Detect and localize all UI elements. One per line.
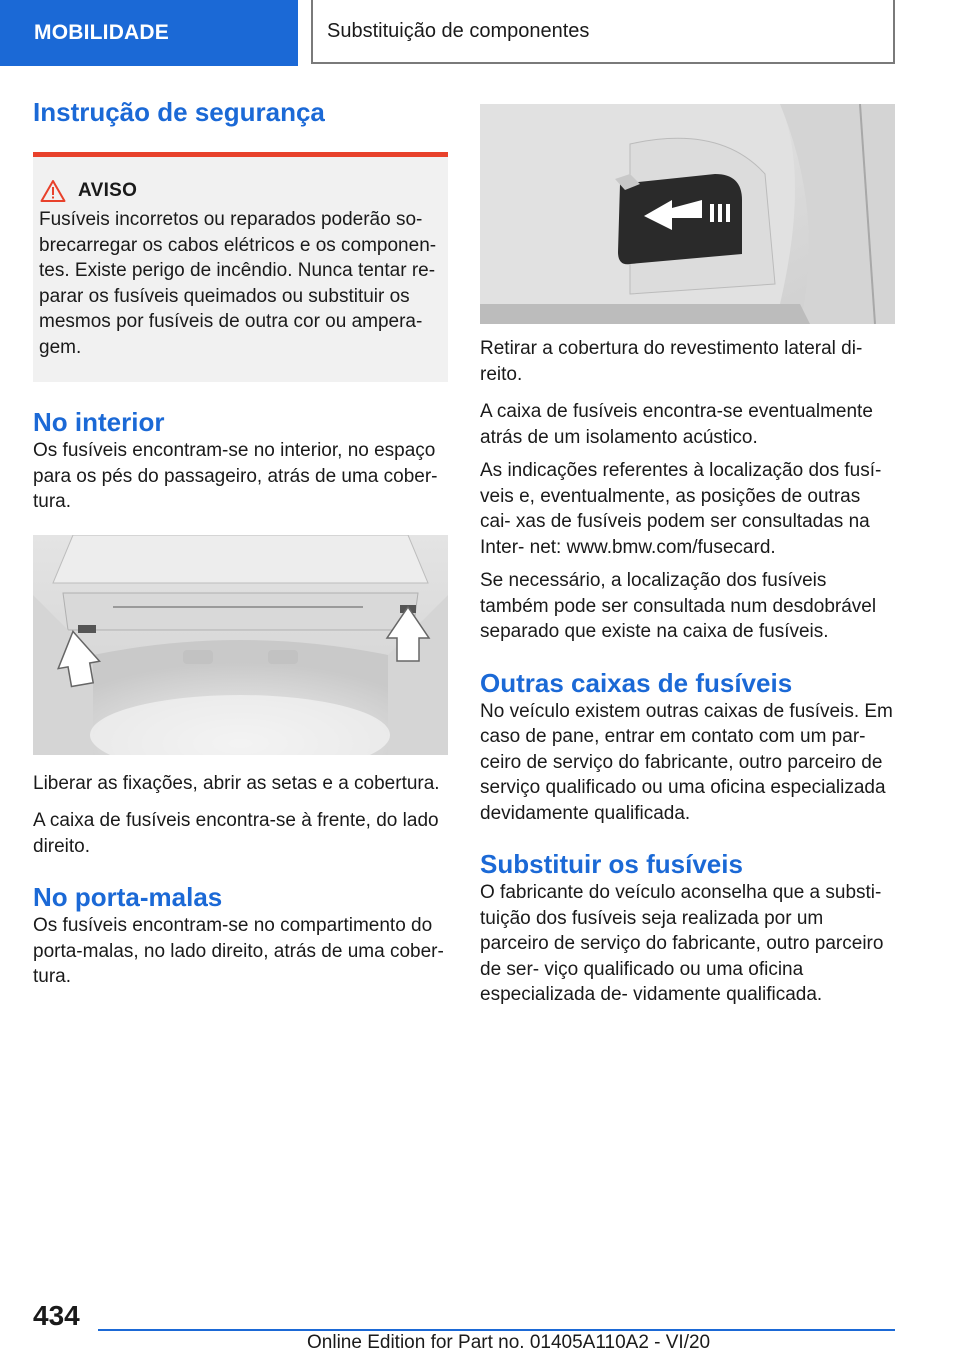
other-boxes-heading: Outras caixas de fusíveis [480,667,793,698]
section-tab: MOBILIDADE [0,0,298,66]
footer-edition: Online Edition for Part no. 01405A110A2 - VI/20 [307,1332,711,1353]
trunk-side-cover-photo [480,104,895,324]
left-column [33,96,448,990]
footer-divider [98,1329,895,1331]
interior-caption: Liberar as fixações, abrir as setas e a cobertura. [33,772,440,794]
warning-text: Fusíveis incorretos ou reparados poderão so- brecarregar os cabos elétricos e os componen- tes. Existe perigo de incêndio. Nunca tentar re- parar os fusíveis queimados ou substituir os mesmos por fusíveis de outra cor ou ampera- gem. [39,209,437,358]
warning-triangle-icon [40,179,66,203]
replace-fuses-text: O fabricante do veículo aconselha que a substi- tuição dos fusíveis seja realizada por um parceiro de serviço do fabricante, outro parceiro de ser- viço qualificado ou uma oficina especializada de- vidamente qualificada. [480,882,884,1005]
interior-text: Os fusíveis encontram-se no interior, no espaço para os pés do passageiro, atrás de uma cober- tura. [33,440,438,512]
warning-header [39,177,442,205]
warning-title: AVISO [78,180,138,201]
trunk-text: Os fusíveis encontram-se no compartimento do porta-malas, no lado direito, atrás de uma cober- tura. [33,915,444,987]
trunk-heading: No porta-malas [33,882,223,912]
interior-location-text: A caixa de fusíveis encontra-se à frente, do lado direito. [33,810,439,857]
leaflet-text: Se necessário, a localização dos fusíveis também pode ser consultada num desdobrável separado que existe na caixa de fusíveis. [480,570,877,642]
fusecard-text: As indicações referentes à localização dos fusí- veis e, eventualmente, as posições de outras cai- xas de fusíveis podem ser consultadas na Inter- net: www.bmw.com/fusecard. [480,460,882,558]
interior-footwell-photo [33,535,448,755]
page-header [0,0,960,66]
safety-heading: Instrução de segurança [33,97,325,127]
chapter-title: Substituição de componentes [311,0,895,64]
right-column [480,104,895,1008]
interior-heading: No interior [33,407,165,437]
other-boxes-text: No veículo existem outras caixas de fusíveis. Em caso de pane, entrar em contato com um par- ceiro de serviço do fabricante, outro parceiro de serviço qualificado ou uma oficina especializada devidamente qualificada. [480,700,893,824]
replace-fuses-heading: Substituir os fusíveis [480,849,743,879]
side-cover-caption: Retirar a cobertura do revestimento lateral di- reito. [480,338,863,385]
sound-insulation-text: A caixa de fusíveis encontra-se eventualmente atrás de um isolamento acústico. [480,401,873,448]
page-number: 434 [33,1300,80,1331]
warning-box [33,152,448,382]
